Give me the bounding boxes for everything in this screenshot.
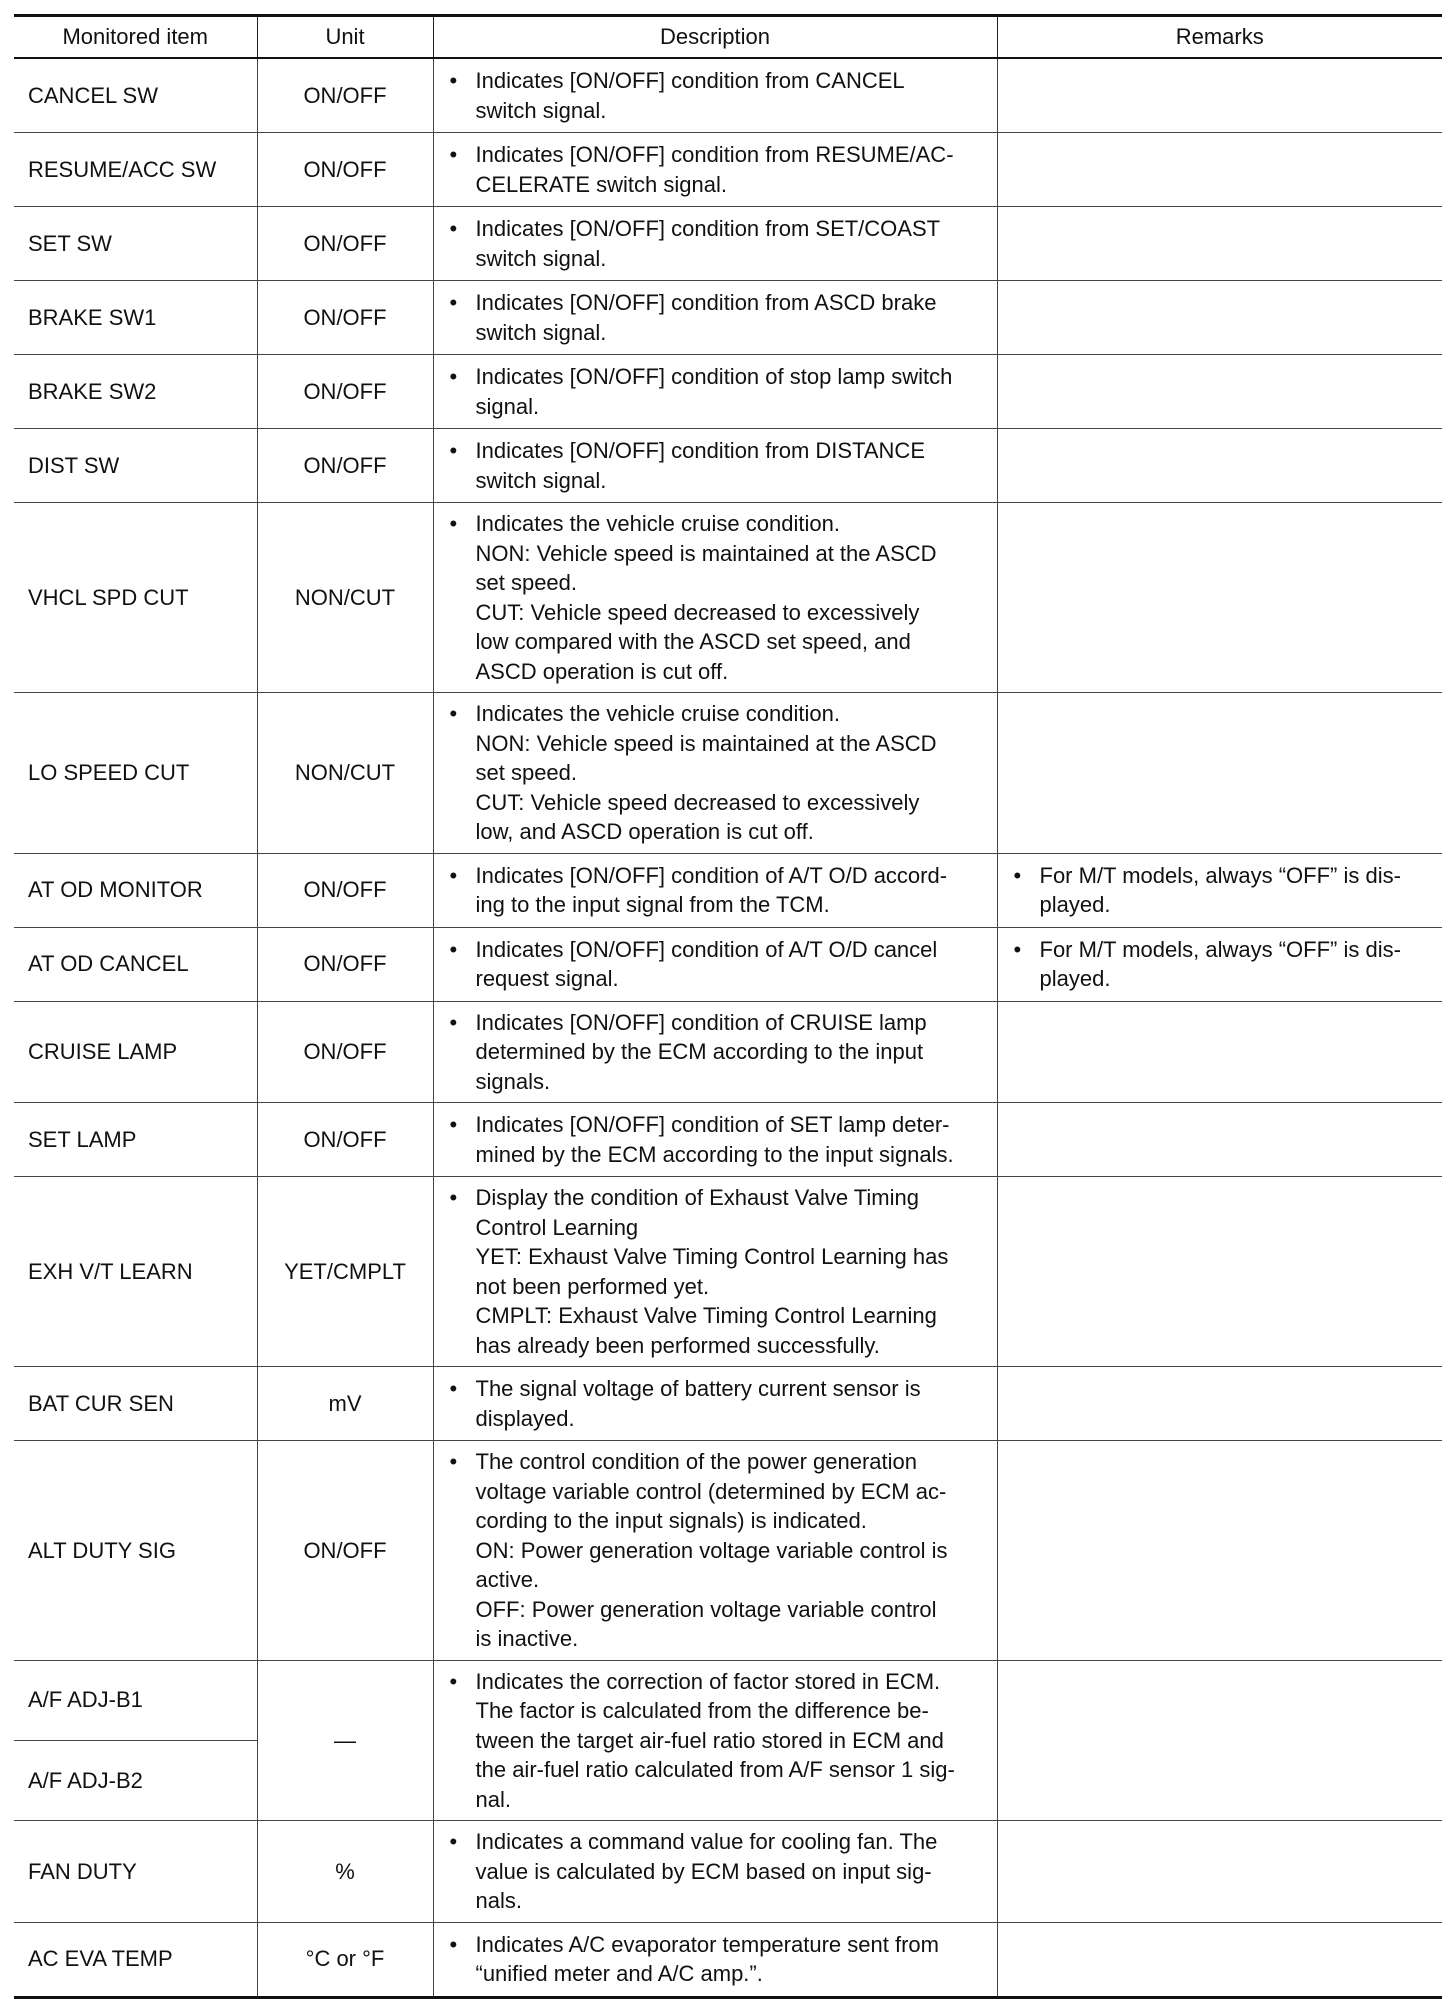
monitored-item-cell: BRAKE SW2 [14, 355, 257, 429]
description [448, 1110, 983, 1169]
remarks-cell [997, 1177, 1442, 1367]
bullet-marker: • [1013, 936, 1022, 962]
description-cell [433, 1001, 997, 1103]
description [448, 1930, 983, 1989]
description-cell [433, 429, 997, 503]
monitored-item-cell: CANCEL SW [14, 58, 257, 133]
description [448, 1447, 983, 1654]
description-cell [433, 1441, 997, 1661]
remarks-cell [997, 853, 1442, 927]
unit-cell: ON/OFF [257, 1001, 433, 1103]
unit-cell: YET/CMPLT [257, 1177, 433, 1367]
description-cell [433, 281, 997, 355]
table-row [14, 503, 1442, 693]
description-text: The signal voltage of battery current sensor is displayed. [475, 1376, 921, 1431]
remarks-cell [997, 1821, 1442, 1923]
description [448, 935, 983, 994]
bullet-marker: • [449, 68, 458, 93]
description-cell [433, 1103, 997, 1177]
description-cell [433, 927, 997, 1001]
monitor-items-table [14, 14, 1442, 1999]
description [448, 861, 983, 920]
bullet-marker: • [449, 1449, 458, 1474]
monitored-item-cell: FAN DUTY [14, 1821, 257, 1923]
description-text: Indicates [ON/OFF] condition of A/T O/D cancel request signal. [475, 936, 938, 991]
description [448, 1008, 983, 1097]
remarks-cell [997, 1367, 1442, 1441]
unit-cell: °C or °F [257, 1922, 433, 1997]
remarks [1012, 861, 1429, 920]
bullet-marker: • [449, 1009, 458, 1035]
table-row [14, 927, 1442, 1001]
bullet-marker: • [449, 1376, 458, 1401]
table-row [14, 58, 1442, 133]
remarks-cell [997, 58, 1442, 133]
bullet-marker: • [449, 936, 458, 962]
description-cell [433, 503, 997, 693]
monitored-item-cell: RESUME/ACC SW [14, 133, 257, 207]
description-text: Indicates [ON/OFF] condition of stop lamp switch signal. [475, 364, 953, 419]
monitored-item-cell: AT OD CANCEL [14, 927, 257, 1001]
monitored-item-cell: BRAKE SW1 [14, 281, 257, 355]
description-text: Indicates the correction of factor stored in ECM. The factor is calculated from the difference be- tween the target air-fuel ratio stored in ECM and the air-fuel ratio calculated from A/F sensor 1 sig- nal. [475, 1668, 955, 1812]
description-cell [433, 853, 997, 927]
monitored-item-cell: SET SW [14, 207, 257, 281]
remarks-text: For M/T models, always “OFF” is dis- played. [1039, 862, 1401, 917]
unit-cell: ON/OFF [257, 58, 433, 133]
header-description: Description [433, 16, 997, 59]
description [448, 214, 983, 273]
table-row [14, 1821, 1442, 1923]
description-text: Indicates a command value for cooling fan. The value is calculated by ECM based on input sig- nals. [475, 1829, 938, 1913]
table-row [14, 1103, 1442, 1177]
header-monitored-item: Monitored item [14, 16, 257, 59]
description-text: Indicates [ON/OFF] condition from CANCEL switch signal. [475, 68, 905, 123]
description-text: Indicates [ON/OFF] condition of SET lamp deter- mined by the ECM according to the input signals. [475, 1112, 954, 1167]
description [448, 1667, 983, 1815]
description [448, 699, 983, 847]
bullet-marker: • [449, 142, 458, 167]
table-row [14, 1001, 1442, 1103]
table-row [14, 1177, 1442, 1367]
description-cell [433, 355, 997, 429]
remarks-cell [997, 207, 1442, 281]
description-text: Indicates [ON/OFF] condition from SET/COAST switch signal. [475, 216, 941, 271]
description [448, 436, 983, 495]
remarks-cell [997, 133, 1442, 207]
bullet-marker: • [449, 216, 458, 241]
table-row [14, 133, 1442, 207]
monitored-item-cell: EXH V/T LEARN [14, 1177, 257, 1367]
description [448, 1183, 983, 1360]
monitored-item-cell: VHCL SPD CUT [14, 503, 257, 693]
table-row [14, 693, 1442, 854]
remarks-cell [997, 1441, 1442, 1661]
description-text: Indicates A/C evaporator temperature sent from “unified meter and A/C amp.”. [475, 1931, 939, 1986]
description-text: Indicates [ON/OFF] condition from RESUME/AC- CELERATE switch signal. [475, 142, 954, 197]
monitored-item-cell: BAT CUR SEN [14, 1367, 257, 1441]
monitored-item-cell: AC EVA TEMP [14, 1922, 257, 1997]
table-row [14, 1922, 1442, 1997]
bullet-marker: • [449, 862, 458, 888]
remarks-cell [997, 1103, 1442, 1177]
monitored-item-cell: AT OD MONITOR [14, 853, 257, 927]
bullet-marker: • [449, 290, 458, 315]
bullet-marker: • [449, 701, 458, 726]
table-row [14, 1441, 1442, 1661]
unit-cell: ON/OFF [257, 355, 433, 429]
table-row [14, 1660, 1442, 1740]
monitored-item-cell: ALT DUTY SIG [14, 1441, 257, 1661]
description-text: Indicates [ON/OFF] condition from DISTANCE switch signal. [475, 438, 925, 493]
bullet-marker: • [449, 1112, 458, 1137]
description-cell [433, 58, 997, 133]
unit-cell: ON/OFF [257, 281, 433, 355]
unit-cell: ON/OFF [257, 207, 433, 281]
description-cell [433, 1922, 997, 1997]
remarks-cell [997, 503, 1442, 693]
unit-cell: % [257, 1821, 433, 1923]
description-text: Indicates the vehicle cruise condition. NON: Vehicle speed is maintained at the ASCD set speed. CUT: Vehicle speed decreased to excessively low compared with the ASCD set speed, and ASCD operation is cut off. [475, 511, 937, 684]
description-cell [433, 1177, 997, 1367]
description-text: Indicates the vehicle cruise condition. NON: Vehicle speed is maintained at the ASCD set speed. CUT: Vehicle speed decreased to excessively low, and ASCD operation is cut off. [475, 701, 937, 844]
description-cell [433, 693, 997, 854]
description [448, 1374, 983, 1433]
description [448, 66, 983, 125]
description [448, 1827, 983, 1916]
unit-cell: — [257, 1660, 433, 1821]
unit-cell: NON/CUT [257, 693, 433, 854]
table-row [14, 429, 1442, 503]
unit-cell: ON/OFF [257, 1103, 433, 1177]
remarks-cell [997, 1660, 1442, 1821]
table-header-row [14, 16, 1442, 59]
bullet-marker: • [449, 1829, 458, 1854]
description-text: Display the condition of Exhaust Valve Timing Control Learning YET: Exhaust Valve Timing Control Learning has not been performed yet. CMPLT: Exhaust Valve Timing Control Learning has already been performed successfully. [475, 1185, 949, 1358]
description-cell [433, 207, 997, 281]
bullet-marker: • [449, 511, 458, 536]
monitored-item-cell: CRUISE LAMP [14, 1001, 257, 1103]
unit-cell: ON/OFF [257, 1441, 433, 1661]
unit-cell: ON/OFF [257, 429, 433, 503]
description [448, 288, 983, 347]
remarks-text: For M/T models, always “OFF” is dis- played. [1039, 936, 1401, 991]
description-text: Indicates [ON/OFF] condition from ASCD brake switch signal. [475, 290, 937, 345]
description-text: Indicates [ON/OFF] condition of CRUISE lamp determined by the ECM according to the input signals. [475, 1009, 927, 1094]
table-row [14, 355, 1442, 429]
table-row [14, 853, 1442, 927]
description-cell [433, 1821, 997, 1923]
description-cell [433, 133, 997, 207]
description-cell [433, 1660, 997, 1821]
description [448, 362, 983, 421]
monitored-item-cell: DIST SW [14, 429, 257, 503]
header-remarks: Remarks [997, 16, 1442, 59]
table-row [14, 281, 1442, 355]
monitored-item-cell: A/F ADJ-B1 [14, 1660, 257, 1740]
remarks-cell [997, 693, 1442, 854]
unit-cell: NON/CUT [257, 503, 433, 693]
monitored-item-cell: A/F ADJ-B2 [14, 1740, 257, 1820]
monitored-item-cell: SET LAMP [14, 1103, 257, 1177]
table-row [14, 1367, 1442, 1441]
remarks-cell [997, 927, 1442, 1001]
remarks-cell [997, 355, 1442, 429]
bullet-marker: • [449, 364, 458, 389]
table-body [14, 58, 1442, 1997]
description-text: Indicates [ON/OFF] condition of A/T O/D accord- ing to the input signal from the TCM. [475, 862, 948, 917]
bullet-marker: • [449, 438, 458, 463]
description-cell [433, 1367, 997, 1441]
bullet-marker: • [449, 1185, 458, 1210]
unit-cell: mV [257, 1367, 433, 1441]
bullet-marker: • [449, 1668, 458, 1694]
unit-cell: ON/OFF [257, 133, 433, 207]
remarks-cell [997, 1001, 1442, 1103]
table-row [14, 207, 1442, 281]
remarks-cell [997, 1922, 1442, 1997]
remarks-cell [997, 281, 1442, 355]
unit-cell: ON/OFF [257, 853, 433, 927]
description-text: The control condition of the power generation voltage variable control (determined by ECM ac- cording to the input signals) is indicated. ON: Power generation voltage variable control is active. OFF: Power generation voltage variable control is inactive. [475, 1449, 948, 1651]
bullet-marker: • [1013, 862, 1022, 888]
monitored-item-cell: LO SPEED CUT [14, 693, 257, 854]
description [448, 509, 983, 686]
description [448, 140, 983, 199]
remarks [1012, 935, 1429, 994]
remarks-cell [997, 429, 1442, 503]
unit-cell: ON/OFF [257, 927, 433, 1001]
bullet-marker: • [449, 1931, 458, 1957]
header-unit: Unit [257, 16, 433, 59]
